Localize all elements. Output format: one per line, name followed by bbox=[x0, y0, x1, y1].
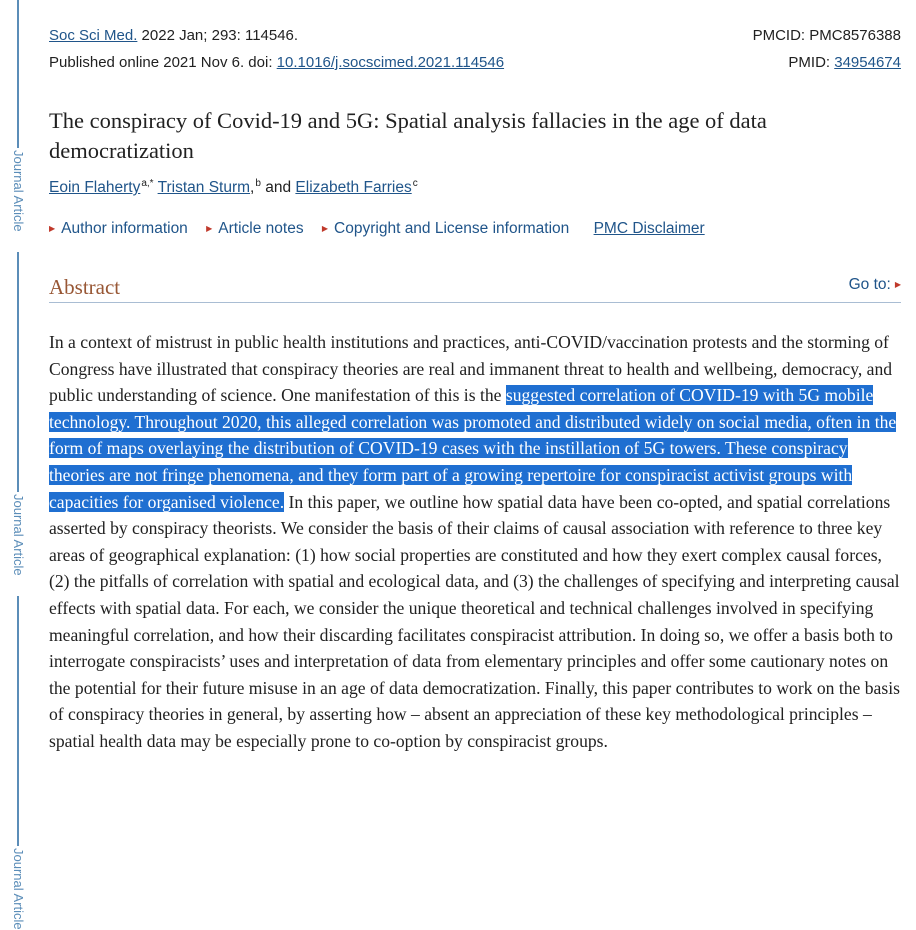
goto-menu[interactable]: Go to: ▶ bbox=[848, 276, 901, 293]
article-tools bbox=[49, 220, 719, 238]
author-info-toggle[interactable]: ▶ Author information bbox=[49, 220, 188, 237]
citation-details: 2022 Jan; 293: 114546. bbox=[137, 27, 299, 44]
pmid bbox=[788, 54, 901, 71]
author-separator: and bbox=[260, 179, 296, 196]
published-text: Published online 2021 Nov 6. doi: bbox=[49, 54, 277, 71]
triangle-right-icon: ▶ bbox=[894, 280, 901, 289]
article-notes-toggle[interactable]: ▶ Article notes bbox=[206, 220, 304, 237]
triangle-right-icon: ▶ bbox=[321, 224, 329, 233]
article-title: The conspiracy of Covid-19 and 5G: Spatial analysis fallacies in the age of data democratization bbox=[49, 108, 767, 163]
journal-link[interactable]: Soc Sci Med. bbox=[49, 27, 138, 44]
rail-label[interactable]: Journal Article bbox=[10, 494, 26, 594]
pmid-label: PMID: bbox=[788, 54, 835, 71]
doi-link[interactable]: 10.1016/j.socscimed.2021.114546 bbox=[276, 54, 505, 71]
author-affiliation: b bbox=[255, 178, 261, 189]
pmc-disclaimer-link[interactable]: PMC Disclaimer bbox=[593, 220, 705, 237]
abstract-text-after: In this paper, we outline how spatial data have been co-opted, and spatial correlations asserted by conspiracy theorists. We consider the basis of their claims of causal association with reference to three key areas of geographical explanation: (1) how social properties are constituted and how they exert complex causal forces, (2) the pitfalls of correlation with spatial and ecological data, and (3) the challenges of specifying and interpreting causal effects with spatial data. For each, we consider the unique theoretical and technical challenges involved in specifying meaningful correlation, and how their discarding facilitates conspiracist attribution. In doing so, we offer a basis both to interrogate conspiracists’ uses and interpretation of data from elementary principles and offer some cautionary notes on the potential for their future misuse in an age of data democratization. Finally, this paper contributes to work on the basis of conspiracy theories in general, by asserting how – absent an appreciation of these key methodological principles – spatial health data may be especially prone to co-option by conspiracist groups. bbox=[49, 491, 900, 751]
pmid-link[interactable]: 34954674 bbox=[834, 54, 901, 71]
abstract-text bbox=[49, 329, 903, 755]
author-link[interactable]: Tristan Sturm bbox=[157, 179, 251, 196]
triangle-right-icon: ▶ bbox=[49, 224, 56, 233]
citation-line-1 bbox=[49, 27, 901, 44]
author-list bbox=[49, 178, 418, 197]
copyright-toggle[interactable]: ▶ Copyright and License information bbox=[321, 220, 570, 237]
citation-line-2 bbox=[49, 54, 901, 71]
author-link[interactable]: Eoin Flaherty bbox=[49, 179, 141, 196]
author-link[interactable]: Elizabeth Farries bbox=[295, 179, 412, 196]
rail-line bbox=[17, 252, 19, 492]
left-rail bbox=[0, 0, 40, 930]
abstract-selected-text: suggested correlation of COVID-19 with 5G mobile technology. Throughout 2020, this alleged correlation was promoted and distributed widely on social media, often in the form of maps overlaying the distribution of COVID-19 cases with the instillation of 5G towers. These conspiracy theories are not fringe phenomena, and they form part of a growing repertoire for conspiracist activist groups with capacities for organised violence. bbox=[49, 385, 897, 512]
author-separator: , bbox=[250, 179, 255, 196]
rail-line bbox=[17, 0, 19, 148]
triangle-right-icon: ▶ bbox=[206, 224, 213, 233]
author-affiliation: c bbox=[412, 178, 418, 189]
abstract-heading: Abstract bbox=[49, 275, 121, 299]
abstract-text-before: In a context of mistrust in public health institutions and practices, anti-COVID/vaccination protests and the storming of Congress have illustrated that conspiracy theories are real and immanent threat to health and wellbeing, democracy, and public understanding of science. One manifestation of this is the bbox=[49, 332, 893, 406]
author-affiliation: a,* bbox=[141, 178, 154, 189]
pmcid: PMCID: PMC8576388 bbox=[752, 27, 901, 44]
rail-label[interactable]: Journal Article bbox=[11, 848, 26, 930]
rail-line bbox=[17, 596, 19, 846]
abstract-header bbox=[49, 272, 901, 303]
rail-label[interactable]: Journal Article bbox=[10, 150, 26, 250]
